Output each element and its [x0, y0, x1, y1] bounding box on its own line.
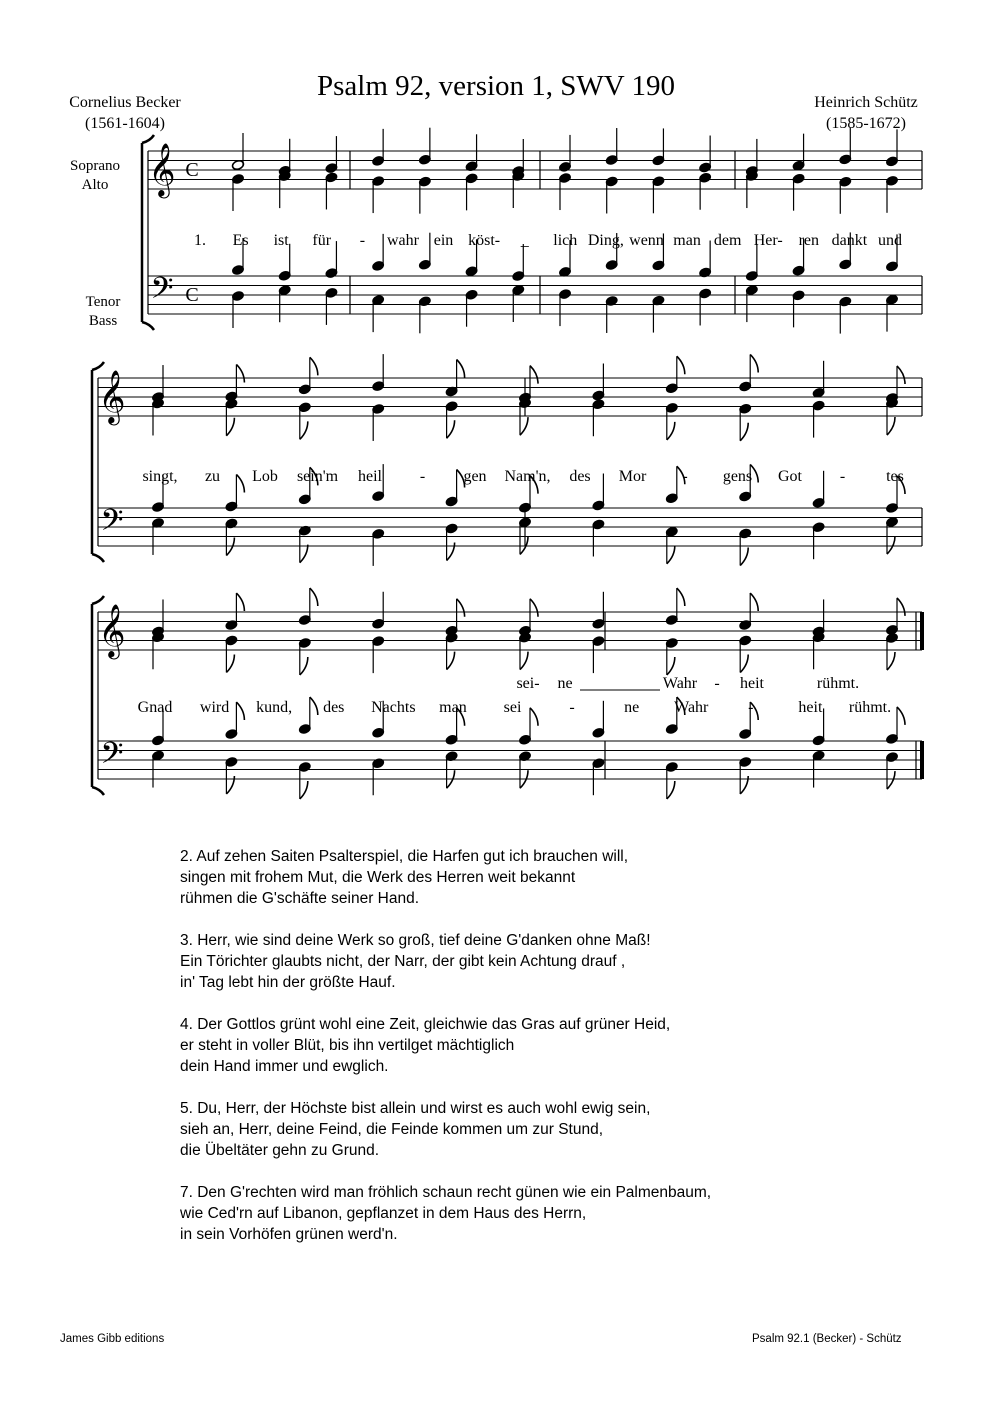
verse-line: singen mit frohem Mut, die Werk des Herren weit bekannt: [180, 869, 576, 886]
note-flag: [457, 599, 465, 617]
verse-line: er steht in voller Blüt, bis ihn vertilget mächtiglich: [180, 1037, 515, 1054]
note-flag: [530, 708, 538, 726]
lyric-syllable: ein: [433, 232, 454, 249]
note-flag: [457, 360, 465, 378]
note-flag: [750, 593, 758, 611]
note-flag: [897, 707, 905, 725]
lyric-syllable: rühmt.: [848, 699, 892, 716]
verse-1: [180, 846, 711, 909]
bass-clef-icon: 𝄢: [150, 272, 174, 312]
verse-line: Ein Törichter glaubts nicht, der Narr, der gibt kein Achtung drauf ,: [180, 953, 626, 970]
poet-name: Cornelius Becker: [69, 94, 181, 111]
note-flag: [887, 771, 895, 789]
note-flag: [677, 356, 685, 374]
lyric-syllable: wahr: [386, 232, 419, 249]
lyric-syllable: tes: [886, 468, 904, 485]
bass-clef-icon: 𝄢: [100, 737, 124, 777]
lyric-syllable: heil: [358, 468, 382, 485]
lyric-syllable: Gnad: [137, 699, 173, 716]
verse-line: dein Hand immer und ewglich.: [180, 1058, 389, 1075]
page-title: Psalm 92, version 1, SWV 190: [317, 70, 675, 102]
time-signature: C: [185, 159, 199, 181]
lyric-syllable: für: [312, 232, 332, 249]
lyric-syllable: köst-: [468, 232, 501, 249]
note-flag: [677, 588, 685, 606]
note-flag: [236, 474, 244, 492]
note-flag: [667, 657, 675, 675]
lyric-syllable: 1.: [194, 232, 206, 249]
lyric-syllable: Wahr: [662, 675, 698, 692]
note-flag: [740, 423, 748, 441]
note-flag: [750, 354, 758, 372]
verse-line: in' Tag lebt hin der größte Hauf.: [180, 974, 396, 991]
note-flag: [300, 421, 308, 439]
composer-name: Heinrich Schütz: [814, 94, 918, 111]
note-flag: [310, 588, 318, 606]
verse-4: [180, 1098, 711, 1161]
verse-line: die Übeltäter gehn zu Grund.: [180, 1142, 380, 1159]
lyric-syllable: ist: [273, 232, 289, 249]
note-flag: [236, 593, 244, 611]
time-signature: C: [185, 284, 199, 306]
lyric-syllable: ne: [557, 675, 573, 692]
lyric-syllable: kund,: [256, 699, 293, 716]
note-flag: [226, 418, 234, 436]
note-flag: [310, 357, 318, 375]
lyric-syllable: wenn: [629, 232, 664, 249]
lyric-syllable: man: [673, 232, 701, 249]
note-flag: [887, 417, 895, 435]
lyric-syllable: gen: [463, 468, 487, 485]
lyric-syllable: Nachts: [371, 699, 416, 716]
voice-label-tenor: Tenor: [85, 294, 121, 310]
note-flag: [897, 598, 905, 616]
note-flag: [667, 546, 675, 564]
treble-clef-icon: 𝄞: [148, 144, 176, 195]
verse-line: in sein Vorhöfen grünen werd'n.: [180, 1226, 398, 1243]
lyric-syllable: rühmt.: [816, 675, 860, 692]
verses-block: [180, 846, 711, 1266]
note-flag: [310, 697, 318, 715]
verse-line: wie Ced'rn auf Libanon, gepflanzet in dem Haus des Herrn,: [180, 1205, 587, 1222]
verse-line: 5. Du, Herr, der Höchste bist allein und wirst es auch wohl ewig sein,: [180, 1100, 651, 1117]
verse-line: sieh an, Herr, deine Feind, die Feinde kommen um zur Stund,: [180, 1121, 604, 1138]
treble-clef-icon: 𝄞: [98, 605, 126, 656]
lyric-syllable: Ding,: [587, 232, 624, 249]
note-flag: [447, 542, 455, 560]
lyric-syllable: -: [714, 675, 720, 692]
note-flag: [740, 548, 748, 566]
composer-dates: (1585-1672): [826, 115, 906, 132]
lyric-syllable: heit: [798, 699, 823, 716]
poet-dates: (1561-1604): [85, 115, 165, 132]
lyric-syllable: dankt: [831, 232, 868, 249]
lyric-syllable: sei-: [516, 675, 540, 692]
lyric-syllable: Mor: [618, 468, 647, 485]
verse-line: 7. Den G'rechten wird man fröhlich schaun recht günen wie ein Palmenbaum,: [180, 1184, 712, 1201]
note-flag: [236, 364, 244, 382]
footer-piece-ref: Psalm 92.1 (Becker) - Schütz: [752, 1333, 902, 1345]
note-flag: [740, 654, 748, 672]
lyric-syllable: lich: [553, 232, 578, 249]
lyric-syllable: -: [682, 468, 688, 485]
lyric-syllable: Lob: [252, 468, 278, 485]
lyric-syllable: gens: [722, 468, 753, 485]
note-flag: [520, 536, 528, 554]
footer-publisher: James Gibb editions: [60, 1333, 165, 1345]
lyric-syllable: _: [520, 232, 529, 249]
note-flag: [226, 538, 234, 556]
note-flag: [226, 654, 234, 672]
lyric-syllable: wird: [199, 699, 230, 716]
lyric-syllable: sei: [503, 699, 522, 716]
lyric-syllable: dem: [713, 232, 742, 249]
note-flag: [897, 366, 905, 384]
note-flag: [667, 422, 675, 440]
note-flag: [447, 420, 455, 438]
note-flag: [520, 652, 528, 670]
note-flag: [300, 657, 308, 675]
lyric-syllable: und: [878, 232, 902, 249]
lyric-syllable: ren: [798, 232, 820, 249]
note-flag: [887, 536, 895, 554]
treble-clef-icon: 𝄞: [98, 371, 126, 422]
verse-5: [180, 1182, 711, 1245]
note-flag: [236, 702, 244, 720]
lyric-syllable: heit: [740, 675, 764, 692]
verse-2: [180, 930, 711, 993]
lyric-syllable: -: [748, 699, 754, 716]
verse-3: [180, 1014, 711, 1077]
note-flag: [667, 781, 675, 799]
lyric-syllable: Nam'n,: [504, 468, 551, 485]
lyric-syllable: zu: [204, 468, 221, 485]
lyric-syllable: sein'm: [296, 468, 339, 485]
verse-line: 2. Auf zehen Saiten Psalterspiel, die Harfen gut ich brauchen will,: [180, 848, 629, 865]
lyric-syllable: -: [569, 699, 575, 716]
lyric-syllable: man: [439, 699, 467, 716]
lyric-syllable: Wahr: [674, 699, 709, 716]
voice-label-soprano: Soprano: [70, 158, 120, 174]
lyric-syllable: Got: [778, 468, 802, 485]
note-flag: [887, 652, 895, 670]
lyric-syllable: -: [419, 468, 426, 485]
verse-line: 3. Herr, wie sind deine Werk so groß, tief deine G'danken ohne Maß!: [180, 932, 651, 949]
lyric-syllable: Es: [232, 232, 249, 249]
verse-line: 4. Der Gottlos grünt wohl eine Zeit, gleichwie das Gras auf grüner Heid,: [180, 1016, 671, 1033]
voice-label-bass: Bass: [88, 313, 118, 329]
note-flag: [300, 781, 308, 799]
lyric-syllable: des: [323, 699, 345, 716]
voice-label-alto: Alto: [81, 177, 109, 193]
note-flag: [300, 545, 308, 563]
note-flag: [530, 366, 538, 384]
lyric-syllable: des: [569, 468, 591, 485]
note-flag: [530, 599, 538, 617]
note-flag: [447, 652, 455, 670]
lyric-syllable: ne: [624, 699, 640, 716]
note-flag: [520, 417, 528, 435]
lyric-syllable: -: [839, 468, 846, 485]
verse-line: rühmen die G'schäfte seiner Hand.: [180, 890, 420, 907]
lyric-syllable: Her-: [753, 232, 783, 249]
lyric-syllable: -: [359, 232, 366, 249]
lyric-syllable: singt,: [142, 468, 178, 485]
bass-clef-icon: 𝄢: [100, 504, 124, 544]
